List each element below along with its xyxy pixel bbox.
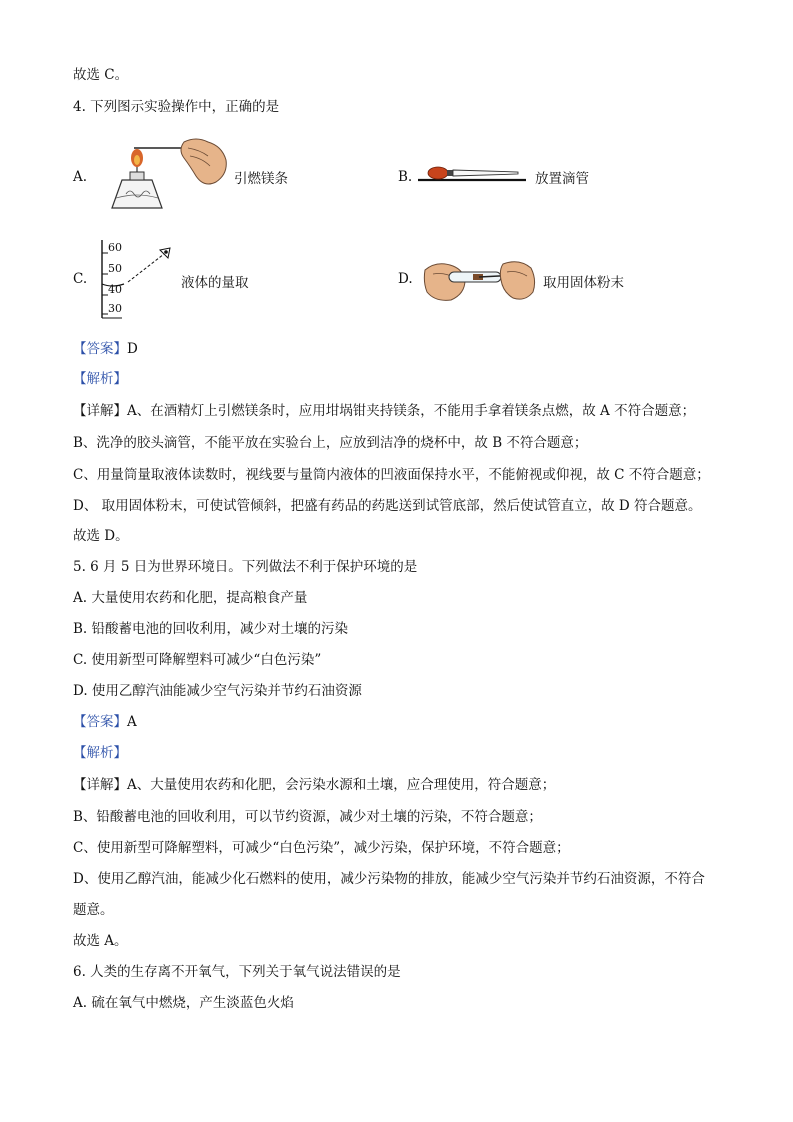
alcohol-lamp-figure	[104, 136, 232, 212]
option-d-label: 取用固体粉末	[543, 275, 624, 291]
answer-value: A	[127, 714, 137, 730]
detail-5-b: B、铅酸蓄电池的回收利用，可以节约资源，减少对土壤的污染，不符合题意；	[73, 809, 542, 825]
question-5-option-a: A. 大量使用农药和化肥，提高粮食产量	[73, 590, 308, 606]
question-6-option-a: A. 硫在氧气中燃烧，产生淡蓝色火焰	[73, 995, 294, 1011]
option-b-label: 放置滴管	[535, 171, 589, 187]
detail-5-d-cont: 题意。	[73, 902, 114, 918]
answer-value: D	[127, 341, 138, 357]
conclusion-q5: 故选 A。	[73, 933, 128, 949]
test-tube-powder-figure	[423, 258, 537, 304]
conclusion-q4: 故选 D。	[73, 528, 129, 544]
question-4: 4. 下列图示实验操作中，正确的是	[73, 99, 280, 115]
analysis-5-tag: 【解析】	[73, 745, 127, 761]
answer-tag: 【答案】	[73, 341, 127, 357]
cylinder-tick-50: 50	[108, 262, 122, 275]
question-5-option-c: C. 使用新型可降解塑料可减少“白色污染”	[73, 652, 322, 668]
detail-4-b: B、洗净的胶头滴管，不能平放在实验台上，应放到洁净的烧杯中，故 B 不符合题意；	[73, 435, 588, 451]
detail-4-c: C、用量筒量取液体读数时，视线要与量筒内液体的凹液面保持水平，不能俯视或仰视，故 C 不符合题意；	[73, 467, 710, 483]
answer-tag: 【答案】	[73, 714, 127, 730]
detail-4-d: D、 取用固体粉末，可使试管倾斜，把盛有药品的药匙送到试管底部，然后使试管直立，故 D 符合题意。	[73, 498, 702, 514]
cylinder-tick-30: 30	[108, 302, 122, 315]
detail-4-a: 【详解】A、在酒精灯上引燃镁条时，应用坩埚钳夹持镁条，不能用手拿着镁条点燃，故 A 不符合题意；	[73, 403, 696, 419]
option-c-letter: C.	[73, 271, 88, 287]
analysis-4-tag: 【解析】	[73, 371, 127, 387]
answer-5	[73, 713, 137, 731]
option-a-label: 引燃镁条	[234, 171, 288, 187]
detail-5-c: C、使用新型可降解塑料，可减少“白色污染”，减少污染，保护环境，不符合题意；	[73, 840, 570, 856]
conclusion-q3: 故选 C。	[73, 67, 129, 83]
cylinder-tick-60: 60	[108, 241, 122, 254]
question-5-option-b: B. 铅酸蓄电池的回收利用，减少对土壤的污染	[73, 621, 349, 637]
question-5: 5. 6 月 5 日为世界环境日。下列做法不利于保护环境的是	[73, 559, 418, 575]
option-c-label: 液体的量取	[181, 275, 249, 291]
question-6: 6. 人类的生存离不开氧气，下列关于氧气说法错误的是	[73, 964, 401, 980]
answer-4	[73, 340, 138, 358]
cylinder-tick-40: 40	[108, 283, 122, 296]
option-a-letter: A.	[73, 169, 88, 185]
question-5-option-d: D. 使用乙醇汽油能减少空气污染并节约石油资源	[73, 683, 362, 699]
dropper-on-table-figure	[418, 163, 528, 185]
detail-5-a: 【详解】A、大量使用农药和化肥，会污染水源和土壤，应合理使用，符合题意；	[73, 777, 556, 793]
option-b-letter: B.	[398, 169, 413, 185]
option-d-letter: D.	[398, 271, 413, 287]
detail-5-d: D、使用乙醇汽油，能减少化石燃料的使用，减少污染物的排放，能减少空气污染并节约石油资源，不符合	[73, 871, 705, 887]
